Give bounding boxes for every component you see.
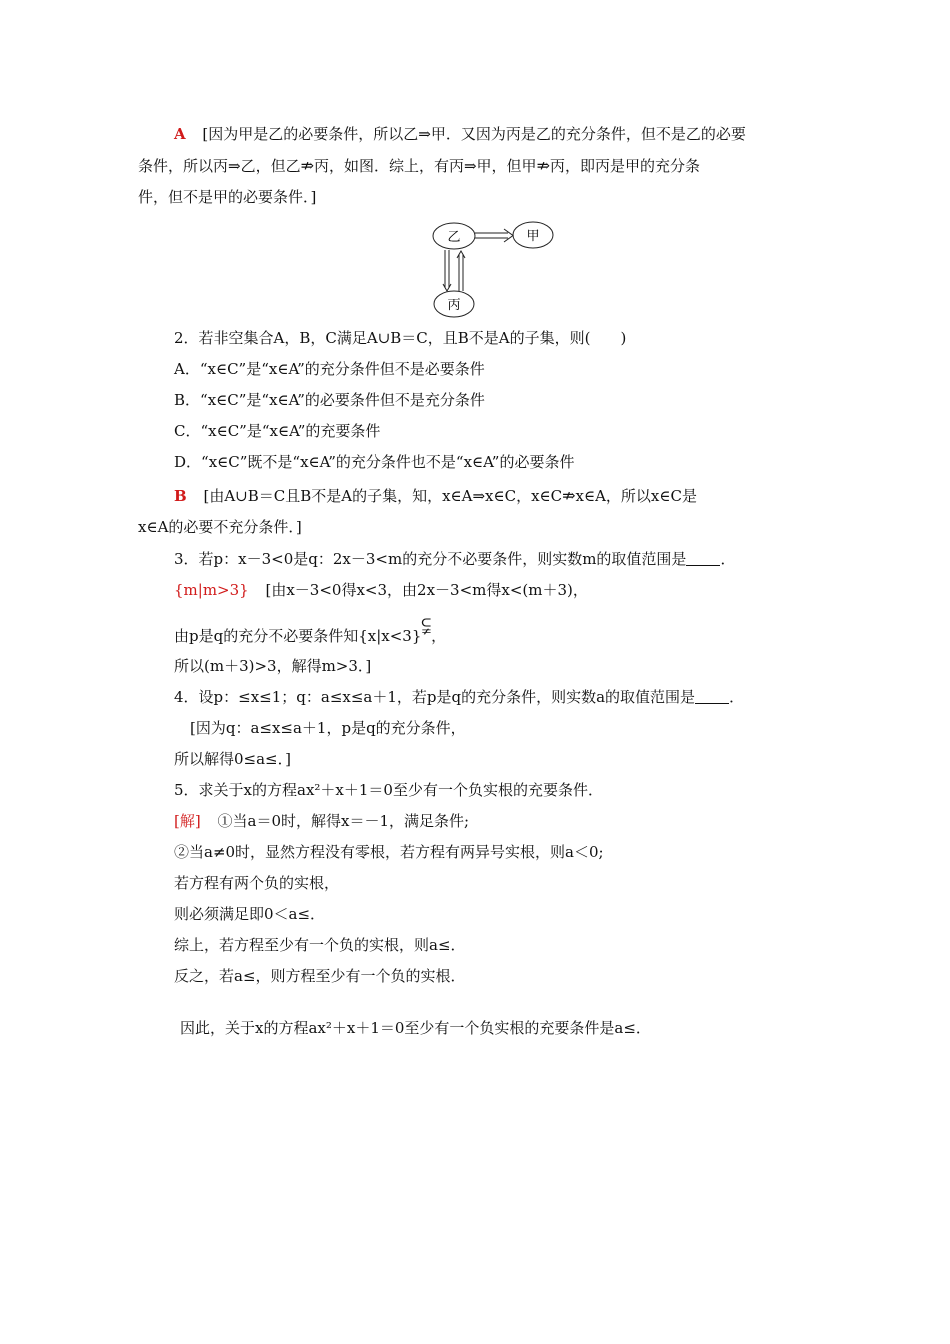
answer-5-line-5: 综上，若方程至少有一个负的实根，则a≤． bbox=[174, 936, 466, 954]
answer-5-line-4: 则必须满足即0＜a≤． bbox=[174, 905, 326, 923]
implication-diagram bbox=[420, 214, 570, 324]
answer-5-line-2: ②当a≠0时，显然方程没有零根，若方程有两异号实根，则a＜0; bbox=[174, 843, 604, 861]
answer-2-line-1 bbox=[174, 486, 697, 506]
question-5-stem: 5．求关于x的方程ax²＋x＋1＝0至少有一个负实根的充要条件． bbox=[174, 781, 603, 799]
answer-3-line-2 bbox=[174, 614, 447, 646]
arrow-yi-jia-head bbox=[504, 229, 513, 242]
answer-2-text-1b: x∈A，所以x∈C是 bbox=[575, 487, 697, 505]
not-implies-symbol: ⇏ bbox=[562, 486, 576, 505]
answer-label-b: B bbox=[174, 487, 187, 505]
question-4-stem bbox=[174, 687, 744, 707]
answer-3-text-1: [由x－3<0得x<3，由2x－3<m得x<(m＋3)， bbox=[265, 581, 588, 599]
answer-3-text-2: 由p是q的充分不必要条件知{x|x<3} bbox=[174, 627, 422, 645]
question-3-stem bbox=[174, 549, 735, 569]
answer-5-text-1: ①当a＝0时，解得x＝－1，满足条件; bbox=[217, 812, 470, 830]
answer-3-text-2-end: ， bbox=[431, 627, 447, 645]
answer-1-text-1: [因为甲是乙的必要条件，所以乙⇒甲．又因为丙是乙的充分条件，但不是乙的必要 bbox=[202, 125, 746, 143]
answer-label-a: A bbox=[174, 125, 186, 143]
answer-5-label: [解] bbox=[174, 812, 201, 830]
answer-3-line-1 bbox=[174, 580, 588, 600]
answer-5-line-1 bbox=[174, 811, 469, 831]
answer-1-text-2a: 条件，所以丙⇒乙，但乙 bbox=[138, 157, 301, 175]
answer-blank bbox=[695, 688, 729, 704]
answer-5-line-3: 若方程有两个负的实根， bbox=[174, 874, 340, 892]
question-2-option-b: B．“x∈C”是“x∈A”的必要条件但不是充分条件 bbox=[174, 391, 485, 409]
answer-1-line-2 bbox=[138, 156, 700, 176]
answer-1-text-2b: 丙，如图．综上，有丙⇒甲，但甲 bbox=[313, 157, 537, 175]
answer-4-line-2: 所以解得0≤a≤．] bbox=[174, 750, 291, 768]
not-implies-symbol: ⇏ bbox=[536, 156, 550, 175]
question-3-end: ． bbox=[720, 550, 736, 568]
answer-4-line-1: [因为q：a≤x≤a＋1，p是q的充分条件， bbox=[190, 719, 466, 737]
question-4-end: ． bbox=[729, 688, 745, 706]
node-bing-label: 丙 bbox=[447, 298, 461, 313]
question-2-option-a: A．“x∈C”是“x∈A”的充分条件但不是必要条件 bbox=[174, 360, 485, 378]
node-jia-label: 甲 bbox=[526, 229, 540, 244]
answer-1-line-1 bbox=[174, 124, 746, 144]
question-3-text: 3．若p：x－3<0是q：2x－3<m的充分不必要条件，则实数m的取值范围是 bbox=[174, 550, 687, 568]
question-2-stem: 2．若非空集合A，B，C满足A∪B＝C，且B不是A的子集，则( ) bbox=[174, 329, 627, 347]
answer-5-conclusion: 因此，关于x的方程ax²＋x＋1＝0至少有一个负实根的充要条件是a≤． bbox=[180, 1019, 651, 1037]
arrow-yi-bing-head bbox=[443, 284, 451, 291]
answer-1-text-3: 件，但不是甲的必要条件．] bbox=[138, 188, 317, 206]
not-implies-symbol: ⇏ bbox=[300, 156, 314, 175]
answer-1-line-3 bbox=[138, 187, 316, 207]
answer-2-text-1a: [由A∪B＝C且B不是A的子集，知，x∈A⇒x∈C，x∈C bbox=[203, 487, 563, 505]
answer-1-text-2c: 丙，即丙是甲的充分条 bbox=[549, 157, 700, 175]
node-yi-label: 乙 bbox=[447, 230, 461, 245]
answer-blank bbox=[686, 550, 720, 566]
arrow-bing-yi-head bbox=[457, 251, 465, 258]
question-4-text: 4．设p：≤x≤1；q：a≤x≤a＋1，若p是q的充分条件，则实数a的取值范围是 bbox=[174, 688, 696, 706]
answer-3-line-3: 所以(m＋3)>3，解得m>3．] bbox=[174, 657, 372, 675]
subsetneq-symbol: ⫋ bbox=[421, 614, 432, 639]
question-2-option-c: C．“x∈C”是“x∈A”的充要条件 bbox=[174, 422, 381, 440]
answer-3-label: {m|m>3} bbox=[174, 581, 249, 599]
question-2-option-d: D．“x∈C”既不是“x∈A”的充分条件也不是“x∈A”的必要条件 bbox=[174, 453, 575, 471]
answer-2-line-2: x∈A的必要不充分条件．] bbox=[138, 518, 302, 536]
answer-5-line-6: 反之，若a≤，则方程至少有一个负的实根． bbox=[174, 967, 466, 985]
